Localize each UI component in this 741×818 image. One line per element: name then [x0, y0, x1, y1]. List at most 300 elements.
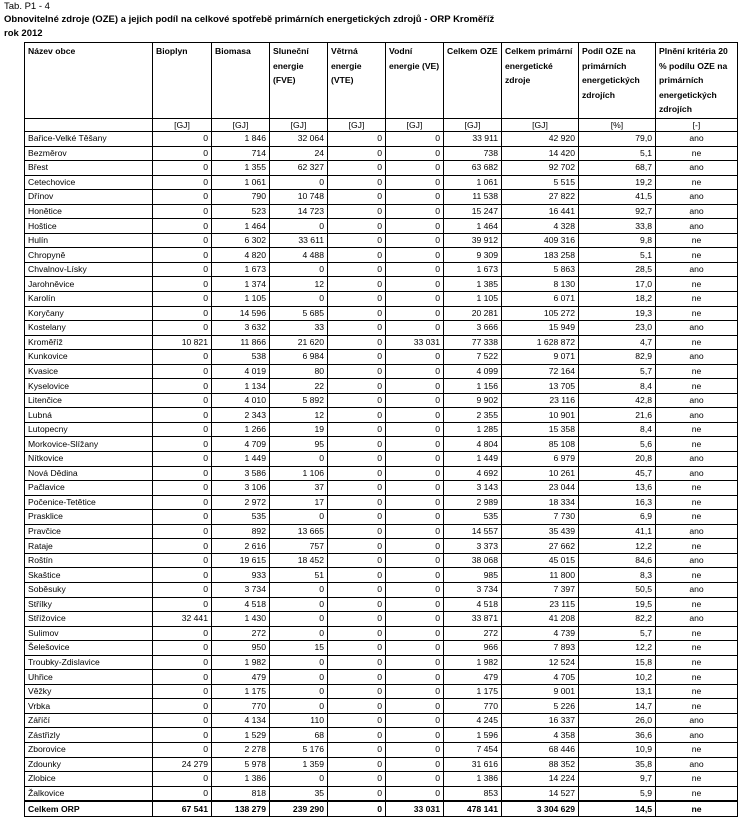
- wind-cell: 0: [328, 393, 386, 408]
- biomass-cell: 3 106: [212, 481, 270, 496]
- table-row: [25, 728, 738, 743]
- unit-cell: [25, 119, 153, 132]
- unit-cell: [GJ]: [212, 119, 270, 132]
- biomass-cell: 4 709: [212, 437, 270, 452]
- criterion-cell: ano: [656, 350, 738, 365]
- municipality-cell: Kyselovice: [25, 379, 153, 394]
- total-oze-cell: 1 105: [444, 292, 502, 307]
- solar-cell: 15: [270, 641, 328, 656]
- biogas-cell: 32 441: [153, 612, 212, 627]
- criterion-cell: ne: [656, 641, 738, 656]
- oze-share-cell: 84,6: [579, 553, 656, 568]
- solar-cell: 62 327: [270, 161, 328, 176]
- biogas-cell: 0: [153, 306, 212, 321]
- total-cell: 3 304 629: [502, 801, 579, 817]
- solar-cell: 0: [270, 684, 328, 699]
- oze-share-cell: 36,6: [579, 728, 656, 743]
- total-oze-cell: 7 522: [444, 350, 502, 365]
- total-oze-cell: 4 518: [444, 597, 502, 612]
- table-row: [25, 597, 738, 612]
- municipality-cell: Troubky-Zdislavice: [25, 655, 153, 670]
- oze-share-cell: 92,7: [579, 204, 656, 219]
- wind-cell: 0: [328, 335, 386, 350]
- solar-cell: 35: [270, 786, 328, 801]
- oze-share-cell: 45,7: [579, 466, 656, 481]
- total-oze-cell: 33 911: [444, 132, 502, 147]
- biomass-cell: 1 464: [212, 219, 270, 234]
- criterion-cell: ne: [656, 655, 738, 670]
- table-row: [25, 495, 738, 510]
- criterion-cell: ano: [656, 190, 738, 205]
- wind-cell: 0: [328, 190, 386, 205]
- biomass-cell: 1 061: [212, 175, 270, 190]
- solar-cell: 5 685: [270, 306, 328, 321]
- header-total-primary: Celkem primární energetické zdroje: [502, 43, 579, 119]
- hydro-cell: 0: [386, 175, 444, 190]
- header-oze-share: Podíl OZE na primárních energetických zdrojích: [579, 43, 656, 119]
- biogas-cell: 0: [153, 350, 212, 365]
- municipality-cell: Záříčí: [25, 713, 153, 728]
- biogas-cell: 10 821: [153, 335, 212, 350]
- biomass-cell: 1 673: [212, 262, 270, 277]
- hydro-cell: 0: [386, 786, 444, 801]
- wind-cell: 0: [328, 641, 386, 656]
- table-row: [25, 190, 738, 205]
- oze-share-cell: 28,5: [579, 262, 656, 277]
- municipality-cell: Bařice-Velké Těšany: [25, 132, 153, 147]
- biomass-cell: 272: [212, 626, 270, 641]
- wind-cell: 0: [328, 408, 386, 423]
- biogas-cell: 0: [153, 146, 212, 161]
- biomass-cell: 1 529: [212, 728, 270, 743]
- oze-share-cell: 35,8: [579, 757, 656, 772]
- wind-cell: 0: [328, 568, 386, 583]
- total-primary-cell: 45 015: [502, 553, 579, 568]
- biogas-cell: 0: [153, 524, 212, 539]
- oze-share-cell: 18,2: [579, 292, 656, 307]
- oze-share-cell: 6,9: [579, 510, 656, 525]
- table-footer: [25, 801, 738, 817]
- solar-cell: 14 723: [270, 204, 328, 219]
- criterion-cell: ne: [656, 684, 738, 699]
- biomass-cell: 4 010: [212, 393, 270, 408]
- total-oze-cell: 31 616: [444, 757, 502, 772]
- total-primary-cell: 15 358: [502, 422, 579, 437]
- total-oze-cell: 2 989: [444, 495, 502, 510]
- biogas-cell: 0: [153, 132, 212, 147]
- municipality-cell: Sulimov: [25, 626, 153, 641]
- municipality-cell: Chvalnov-Lísky: [25, 262, 153, 277]
- table-row: [25, 335, 738, 350]
- municipality-cell: Zástřizly: [25, 728, 153, 743]
- units-row: [25, 119, 738, 132]
- table-row: [25, 452, 738, 467]
- biomass-cell: 1 266: [212, 422, 270, 437]
- hydro-cell: 0: [386, 510, 444, 525]
- hydro-cell: 0: [386, 728, 444, 743]
- total-oze-cell: 33 871: [444, 612, 502, 627]
- solar-cell: 0: [270, 699, 328, 714]
- solar-cell: 33 611: [270, 233, 328, 248]
- table-row: [25, 146, 738, 161]
- biomass-cell: 1 846: [212, 132, 270, 147]
- criterion-cell: ne: [656, 422, 738, 437]
- oze-share-cell: 12,2: [579, 641, 656, 656]
- hydro-cell: 0: [386, 364, 444, 379]
- oze-share-cell: 17,0: [579, 277, 656, 292]
- solar-cell: 757: [270, 539, 328, 554]
- total-oze-cell: 3 373: [444, 539, 502, 554]
- table-row: [25, 568, 738, 583]
- table-row: [25, 422, 738, 437]
- total-cell: 478 141: [444, 801, 502, 817]
- municipality-cell: Honětice: [25, 204, 153, 219]
- biogas-cell: 24 279: [153, 757, 212, 772]
- solar-cell: 32 064: [270, 132, 328, 147]
- solar-cell: 12: [270, 408, 328, 423]
- biogas-cell: 0: [153, 393, 212, 408]
- municipality-cell: Lutopecny: [25, 422, 153, 437]
- criterion-cell: ano: [656, 408, 738, 423]
- biomass-cell: 479: [212, 670, 270, 685]
- biomass-cell: 3 734: [212, 582, 270, 597]
- criterion-cell: ano: [656, 466, 738, 481]
- total-oze-cell: 1 156: [444, 379, 502, 394]
- biogas-cell: 0: [153, 204, 212, 219]
- oze-share-cell: 10,2: [579, 670, 656, 685]
- biogas-cell: 0: [153, 655, 212, 670]
- solar-cell: 0: [270, 612, 328, 627]
- oze-share-cell: 82,9: [579, 350, 656, 365]
- biogas-cell: 0: [153, 684, 212, 699]
- header-biomass: Biomasa: [212, 43, 270, 119]
- criterion-cell: ano: [656, 161, 738, 176]
- municipality-cell: Rataje: [25, 539, 153, 554]
- oze-share-cell: 82,2: [579, 612, 656, 627]
- oze-share-cell: 5,1: [579, 248, 656, 263]
- wind-cell: 0: [328, 306, 386, 321]
- total-oze-cell: 272: [444, 626, 502, 641]
- municipality-cell: Pravčice: [25, 524, 153, 539]
- table-row: [25, 786, 738, 801]
- biogas-cell: 0: [153, 452, 212, 467]
- biogas-cell: 0: [153, 219, 212, 234]
- unit-cell: [GJ]: [270, 119, 328, 132]
- table-row: [25, 233, 738, 248]
- municipality-cell: Skaštice: [25, 568, 153, 583]
- hydro-cell: 0: [386, 190, 444, 205]
- oze-share-cell: 68,7: [579, 161, 656, 176]
- total-oze-cell: 7 454: [444, 742, 502, 757]
- municipality-cell: Morkovice-Slížany: [25, 437, 153, 452]
- biogas-cell: 0: [153, 597, 212, 612]
- municipality-cell: Kvasice: [25, 364, 153, 379]
- criterion-cell: ne: [656, 786, 738, 801]
- oze-share-cell: 13,1: [579, 684, 656, 699]
- table-row: [25, 742, 738, 757]
- biomass-cell: 538: [212, 350, 270, 365]
- total-primary-cell: 4 358: [502, 728, 579, 743]
- criterion-cell: ano: [656, 728, 738, 743]
- criterion-cell: ne: [656, 568, 738, 583]
- oze-share-cell: 19,5: [579, 597, 656, 612]
- biogas-cell: 0: [153, 772, 212, 787]
- criterion-cell: ano: [656, 553, 738, 568]
- wind-cell: 0: [328, 132, 386, 147]
- biomass-cell: 790: [212, 190, 270, 205]
- total-primary-cell: 7 730: [502, 510, 579, 525]
- total-cell: 14,5: [579, 801, 656, 817]
- criterion-cell: ne: [656, 292, 738, 307]
- table-row: [25, 306, 738, 321]
- total-oze-cell: 985: [444, 568, 502, 583]
- solar-cell: 0: [270, 219, 328, 234]
- criterion-cell: ne: [656, 510, 738, 525]
- solar-cell: 0: [270, 655, 328, 670]
- municipality-cell: Nová Dědina: [25, 466, 153, 481]
- total-primary-cell: 88 352: [502, 757, 579, 772]
- solar-cell: 18 452: [270, 553, 328, 568]
- solar-cell: 0: [270, 597, 328, 612]
- biomass-cell: 1 374: [212, 277, 270, 292]
- municipality-cell: Koryčany: [25, 306, 153, 321]
- solar-cell: 1 359: [270, 757, 328, 772]
- total-primary-cell: 183 258: [502, 248, 579, 263]
- table-row: [25, 772, 738, 787]
- municipality-cell: Cetechovice: [25, 175, 153, 190]
- total-primary-cell: 10 901: [502, 408, 579, 423]
- biomass-cell: 4 134: [212, 713, 270, 728]
- table-row: [25, 524, 738, 539]
- hydro-cell: 0: [386, 422, 444, 437]
- criterion-cell: ano: [656, 582, 738, 597]
- total-primary-cell: 72 164: [502, 364, 579, 379]
- biogas-cell: 0: [153, 742, 212, 757]
- total-oze-cell: 77 338: [444, 335, 502, 350]
- total-oze-cell: 4 804: [444, 437, 502, 452]
- biogas-cell: 0: [153, 553, 212, 568]
- total-oze-cell: 3 734: [444, 582, 502, 597]
- wind-cell: 0: [328, 364, 386, 379]
- wind-cell: 0: [328, 350, 386, 365]
- total-primary-cell: 10 261: [502, 466, 579, 481]
- hydro-cell: 0: [386, 146, 444, 161]
- biomass-cell: 1 386: [212, 772, 270, 787]
- oze-share-cell: 9,7: [579, 772, 656, 787]
- municipality-cell: Zdounky: [25, 757, 153, 772]
- hydro-cell: 0: [386, 379, 444, 394]
- biomass-cell: 950: [212, 641, 270, 656]
- wind-cell: 0: [328, 175, 386, 190]
- criterion-cell: ne: [656, 175, 738, 190]
- total-oze-cell: 1 982: [444, 655, 502, 670]
- solar-cell: 24: [270, 146, 328, 161]
- criterion-cell: ne: [656, 539, 738, 554]
- criterion-cell: ne: [656, 233, 738, 248]
- oze-share-cell: 5,7: [579, 626, 656, 641]
- total-oze-cell: 1 386: [444, 772, 502, 787]
- header-wind: Větrná energie (VTE): [328, 43, 386, 119]
- total-primary-cell: 35 439: [502, 524, 579, 539]
- criterion-cell: ano: [656, 393, 738, 408]
- table-row: [25, 175, 738, 190]
- hydro-cell: 0: [386, 161, 444, 176]
- total-oze-cell: 20 281: [444, 306, 502, 321]
- solar-cell: 1 106: [270, 466, 328, 481]
- wind-cell: 0: [328, 786, 386, 801]
- hydro-cell: 0: [386, 524, 444, 539]
- biomass-cell: 3 632: [212, 321, 270, 336]
- hydro-cell: 0: [386, 670, 444, 685]
- hydro-cell: 0: [386, 568, 444, 583]
- total-primary-cell: 4 328: [502, 219, 579, 234]
- total-cell: 0: [328, 801, 386, 817]
- total-oze-cell: 39 912: [444, 233, 502, 248]
- oze-share-cell: 79,0: [579, 132, 656, 147]
- oze-share-cell: 19,2: [579, 175, 656, 190]
- solar-cell: 6 984: [270, 350, 328, 365]
- municipality-cell: Nítkovice: [25, 452, 153, 467]
- biogas-cell: 0: [153, 321, 212, 336]
- hydro-cell: 0: [386, 393, 444, 408]
- total-primary-cell: 4 739: [502, 626, 579, 641]
- total-row: [25, 801, 738, 817]
- biogas-cell: 0: [153, 539, 212, 554]
- oze-share-cell: 33,8: [579, 219, 656, 234]
- municipality-cell: Věžky: [25, 684, 153, 699]
- oze-share-cell: 41,1: [579, 524, 656, 539]
- hydro-cell: 0: [386, 713, 444, 728]
- oze-share-cell: 12,2: [579, 539, 656, 554]
- criterion-cell: ne: [656, 277, 738, 292]
- biogas-cell: 0: [153, 670, 212, 685]
- wind-cell: 0: [328, 219, 386, 234]
- criterion-cell: ne: [656, 699, 738, 714]
- municipality-cell: Žalkovice: [25, 786, 153, 801]
- wind-cell: 0: [328, 713, 386, 728]
- criterion-cell: ne: [656, 597, 738, 612]
- hydro-cell: 0: [386, 452, 444, 467]
- unit-cell: [GJ]: [153, 119, 212, 132]
- wind-cell: 0: [328, 655, 386, 670]
- biomass-cell: 770: [212, 699, 270, 714]
- hydro-cell: 0: [386, 582, 444, 597]
- biogas-cell: 0: [153, 364, 212, 379]
- total-primary-cell: 105 272: [502, 306, 579, 321]
- total-primary-cell: 409 316: [502, 233, 579, 248]
- total-primary-cell: 1 628 872: [502, 335, 579, 350]
- municipality-cell: Chropyně: [25, 248, 153, 263]
- criterion-cell: ne: [656, 379, 738, 394]
- hydro-cell: 0: [386, 248, 444, 263]
- table-row: [25, 699, 738, 714]
- municipality-cell: Šelešovice: [25, 641, 153, 656]
- wind-cell: 0: [328, 626, 386, 641]
- hydro-cell: 0: [386, 772, 444, 787]
- total-primary-cell: 7 397: [502, 582, 579, 597]
- criterion-cell: ne: [656, 364, 738, 379]
- total-oze-cell: 3 666: [444, 321, 502, 336]
- wind-cell: 0: [328, 437, 386, 452]
- oze-share-cell: 19,3: [579, 306, 656, 321]
- biogas-cell: 0: [153, 641, 212, 656]
- total-oze-cell: 966: [444, 641, 502, 656]
- hydro-cell: 0: [386, 277, 444, 292]
- header-biogas: Bioplyn: [153, 43, 212, 119]
- biogas-cell: 0: [153, 408, 212, 423]
- municipality-cell: Lubná: [25, 408, 153, 423]
- table-row: [25, 684, 738, 699]
- biomass-cell: 2 343: [212, 408, 270, 423]
- solar-cell: 0: [270, 626, 328, 641]
- solar-cell: 0: [270, 262, 328, 277]
- total-primary-cell: 27 822: [502, 190, 579, 205]
- criterion-cell: ano: [656, 321, 738, 336]
- total-oze-cell: 770: [444, 699, 502, 714]
- header-solar: Sluneční energie (FVE): [270, 43, 328, 119]
- wind-cell: 0: [328, 379, 386, 394]
- total-oze-cell: 1 673: [444, 262, 502, 277]
- table-row: [25, 481, 738, 496]
- wind-cell: 0: [328, 539, 386, 554]
- table-row: [25, 248, 738, 263]
- criterion-cell: ne: [656, 146, 738, 161]
- table-number: Tab. P1 - 4: [4, 1, 50, 12]
- municipality-cell: Bezměrov: [25, 146, 153, 161]
- total-primary-cell: 92 702: [502, 161, 579, 176]
- wind-cell: 0: [328, 422, 386, 437]
- solar-cell: 13 665: [270, 524, 328, 539]
- solar-cell: 68: [270, 728, 328, 743]
- total-cell: 33 031: [386, 801, 444, 817]
- total-oze-cell: 1 596: [444, 728, 502, 743]
- oze-share-cell: 10,9: [579, 742, 656, 757]
- hydro-cell: 0: [386, 204, 444, 219]
- hydro-cell: 0: [386, 262, 444, 277]
- wind-cell: 0: [328, 262, 386, 277]
- solar-cell: 5 892: [270, 393, 328, 408]
- biogas-cell: 0: [153, 175, 212, 190]
- total-oze-cell: 4 245: [444, 713, 502, 728]
- wind-cell: 0: [328, 597, 386, 612]
- total-oze-cell: 535: [444, 510, 502, 525]
- total-oze-cell: 11 538: [444, 190, 502, 205]
- biogas-cell: 0: [153, 190, 212, 205]
- hydro-cell: 0: [386, 757, 444, 772]
- solar-cell: 0: [270, 175, 328, 190]
- biomass-cell: 818: [212, 786, 270, 801]
- solar-cell: 0: [270, 292, 328, 307]
- municipality-cell: Uhřice: [25, 670, 153, 685]
- municipality-cell: Soběsuky: [25, 582, 153, 597]
- hydro-cell: 0: [386, 655, 444, 670]
- wind-cell: 0: [328, 699, 386, 714]
- table-row: [25, 132, 738, 147]
- total-oze-cell: 9 309: [444, 248, 502, 263]
- oze-share-cell: 16,3: [579, 495, 656, 510]
- biomass-cell: 892: [212, 524, 270, 539]
- municipality-cell: Pačlavice: [25, 481, 153, 496]
- criterion-cell: ne: [656, 670, 738, 685]
- solar-cell: 51: [270, 568, 328, 583]
- total-primary-cell: 27 662: [502, 539, 579, 554]
- wind-cell: 0: [328, 233, 386, 248]
- table-row: [25, 655, 738, 670]
- total-oze-cell: 1 285: [444, 422, 502, 437]
- wind-cell: 0: [328, 612, 386, 627]
- hydro-cell: 0: [386, 641, 444, 656]
- solar-cell: 95: [270, 437, 328, 452]
